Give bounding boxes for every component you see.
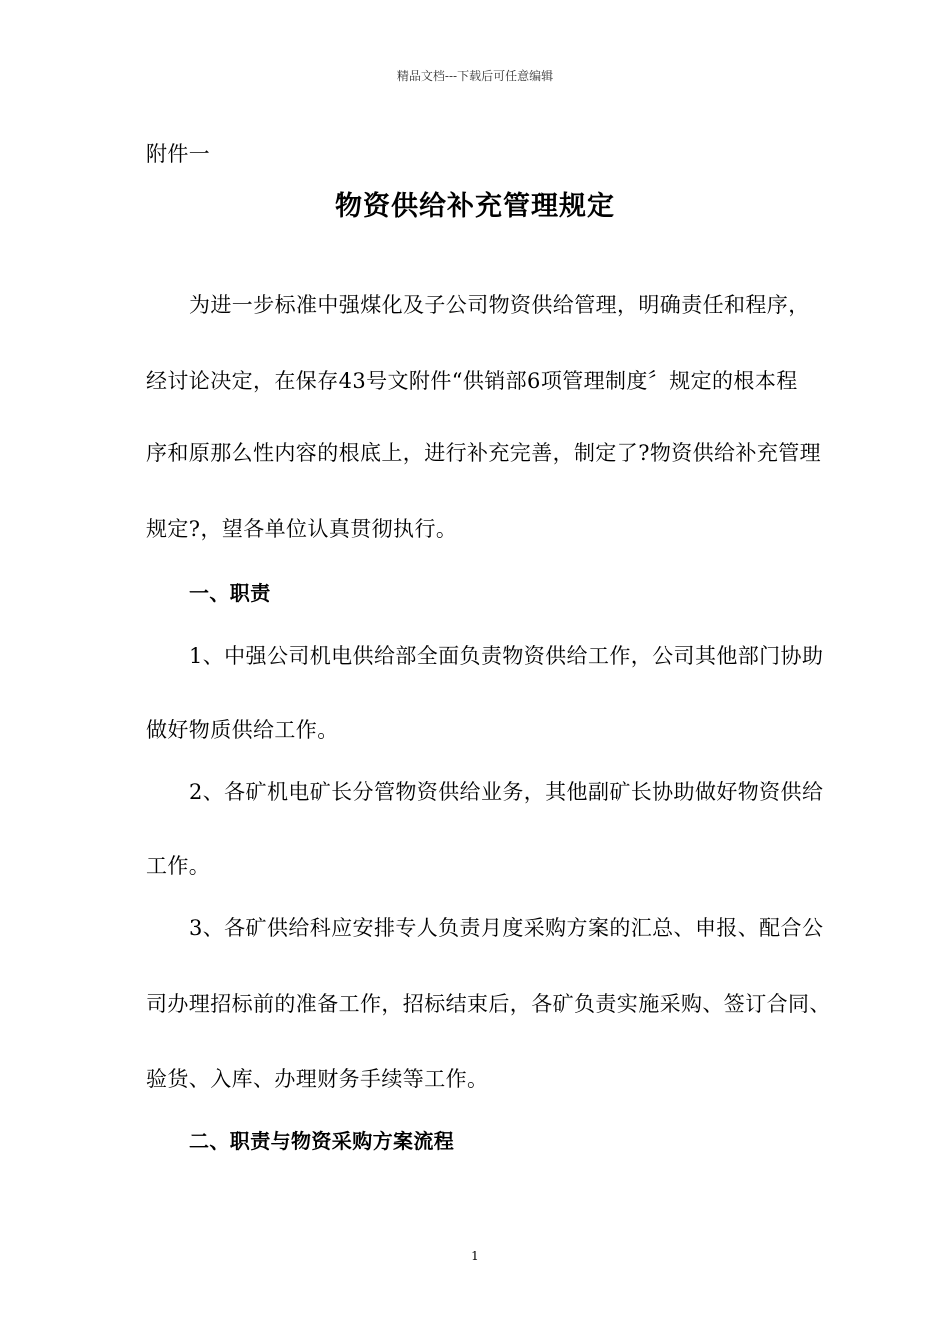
section-heading-duties: 一、职责 [189, 581, 271, 605]
intro-line-1: 为进一步标准中强煤化及子公司物资供给管理，明确责任和程序， [189, 293, 810, 317]
intro-line-3: 序和原那么性内容的根底上，进行补充完善，制定了?物资供给补充管理 [146, 441, 822, 465]
duty-1-line-1: 1、中强公司机电供给部全面负责物资供给工作，公司其他部门协助 [189, 644, 824, 668]
duty-1-line-2: 做好物质供给工作。 [146, 718, 339, 742]
duty-2-line-2: 工作。 [146, 854, 211, 878]
page-header: 精品文档---下载后可任意编辑 [396, 69, 554, 83]
duty-3-line-1: 3、各矿供给科应安排专人负责月度采购方案的汇总、申报、配合公 [189, 916, 824, 940]
intro-line-2: 经讨论决定，在保存43号文附件“供销部6项管理制度〞规定的根本程 [146, 369, 798, 393]
duty-3-line-3: 验货、入库、办理财务手续等工作。 [146, 1067, 489, 1091]
intro-line-4: 规定?，望各单位认真贯彻执行。 [146, 517, 458, 541]
section-heading-procurement-flow: 二、职责与物资采购方案流程 [189, 1129, 455, 1153]
duty-2-line-1: 2、各矿机电矿长分管物资供给业务，其他副矿长协助做好物资供给 [189, 780, 824, 804]
duty-3-line-2: 司办理招标前的准备工作，招标结束后，各矿负责实施采购、签订合同、 [146, 992, 831, 1016]
page-number: 1 [471, 1249, 479, 1263]
document-title: 物资供给补充管理规定 [335, 191, 615, 222]
attachment-label: 附件一 [146, 142, 211, 166]
